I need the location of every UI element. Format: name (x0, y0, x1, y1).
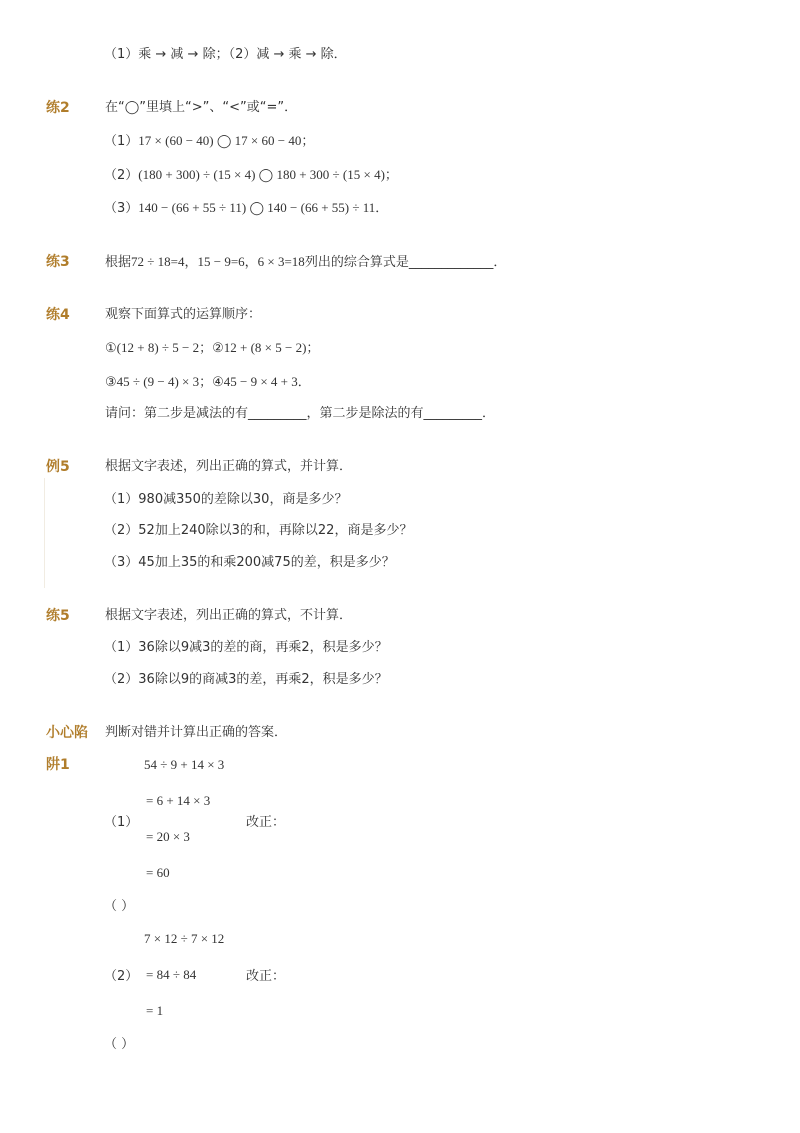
trap-q1-step-3: = 20 × 3 (146, 829, 190, 844)
lian5-item-1: （1）36除以9减3的差的商，再乘2，积是多少？ (104, 640, 388, 655)
trap-q1-correction-label: 改正： (246, 815, 286, 830)
exercise-tag-lian3: 练3 (46, 254, 70, 270)
trap-q2-step-2: = 84 ÷ 84 (146, 967, 197, 982)
item-tail: ； (301, 134, 315, 149)
trap-q2-step-3: = 1 (146, 1003, 164, 1018)
item-tail: ； (384, 168, 398, 183)
lian3-prefix: 根据 (105, 255, 132, 270)
lian4-expressions-line-1: ①(12 + 8) ÷ 5 − 2；②12 + (8 × 5 − 2)； (105, 340, 320, 355)
lian2-item-1 (104, 132, 314, 151)
lian3-question (105, 253, 506, 272)
section-guide-line (44, 478, 45, 588)
trap-q1-step-4: = 60 (146, 865, 170, 880)
trap-tag-line-2: 阱1 (46, 757, 70, 773)
lian5-item-2: （2）36除以9的商减3的差，再乘2，积是多少？ (104, 672, 388, 687)
trap-q2-correction-label: 改正： (246, 969, 286, 984)
li5-item-1: （1）980减350的差除以30，商是多少？ (104, 492, 348, 507)
lian4-instruction: 观察下面算式的运算顺序： (105, 307, 262, 322)
trap-q1-number: （1） (104, 815, 139, 830)
exercise-tag-lian5: 练5 (46, 608, 70, 624)
previous-answer-line: （1）乘 → 减 → 除；（2）减 → 乘 → 除． (104, 47, 347, 62)
lian3-suffix: 列出的综合算式是_____________． (304, 255, 507, 270)
math-expression: 72 ÷ 18=4，15 − 9=6，6 × 3=18 (131, 254, 305, 269)
math-expression: 140 − (66 + 55 ÷ 11) ◯ 140 − (66 + 55) ÷ 11 (138, 200, 376, 215)
example-tag-li5: 例5 (46, 459, 70, 475)
lian2-item-3 (104, 199, 388, 218)
trap-q1-step-2: = 6 + 14 × 3 (146, 793, 211, 808)
math-expression: (180 + 300) ÷ (15 × 4) ◯ 180 + 300 ÷ (15 × 4) (138, 167, 385, 182)
trap-q1-judge-blank[interactable]: （ ） (104, 899, 135, 914)
exercise-tag-lian4: 练4 (46, 307, 70, 323)
item-number: （3） (104, 201, 139, 216)
trap-q2-judge-blank[interactable]: （ ） (104, 1037, 135, 1052)
trap-q1-step-1: 54 ÷ 9 + 14 × 3 (144, 757, 225, 772)
item-tail: ． (375, 201, 389, 216)
lian4-expressions-line-2: ③45 ÷ (9 − 4) × 3；④45 − 9 × 4 + 3． (105, 374, 311, 389)
lian4-question: 请问：第二步是减法的有_________，第二步是除法的有_________． (105, 406, 496, 421)
lian2-item-2 (104, 166, 398, 185)
lian2-instruction: 在“◯”里填上“>”、“<”或“=”． (105, 100, 298, 115)
trap-instruction: 判断对错并计算出正确的答案． (105, 725, 288, 740)
item-number: （2） (104, 168, 139, 183)
item-number: （1） (104, 134, 139, 149)
trap-tag-line-1: 小心陷 (46, 725, 88, 741)
exercise-tag-lian2: 练2 (46, 100, 70, 116)
math-expression: 17 × (60 − 40) ◯ 17 × 60 − 40 (138, 133, 302, 148)
li5-instruction: 根据文字表述，列出正确的算式，并计算． (105, 459, 353, 474)
trap-q2-step-1: 7 × 12 ÷ 7 × 12 (144, 931, 225, 946)
lian5-instruction: 根据文字表述，列出正确的算式，不计算． (105, 608, 353, 623)
li5-item-2: （2）52加上240除以3的和，再除以22，商是多少？ (104, 523, 413, 538)
li5-item-3: （3）45加上35的和乘200减75的差，积是多少？ (104, 555, 395, 570)
trap-q2-number: （2） (104, 969, 139, 984)
